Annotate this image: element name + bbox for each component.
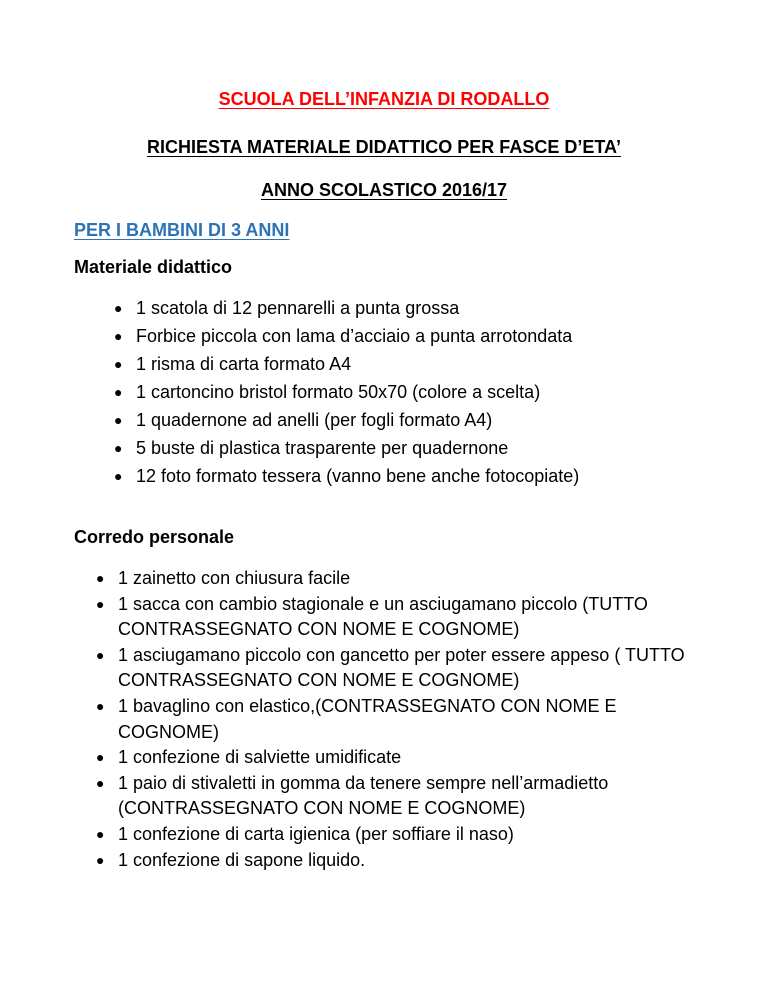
list-item xyxy=(92,822,722,848)
list-item xyxy=(92,694,722,745)
list-item-text: 1 cartoncino bristol formato 50x70 (colore a scelta) xyxy=(136,382,541,402)
list-item xyxy=(110,434,579,462)
bullet-icon: ● xyxy=(114,384,123,400)
list-item-text: 1 bavaglino con elastico,(CONTRASSEGNATO CON NOME E COGNOME) xyxy=(118,695,617,742)
list-item-text: 1 quadernone ad anelli (per fogli formato A4) xyxy=(136,410,493,430)
age-group-heading: PER I BAMBINI DI 3 ANNI xyxy=(74,220,290,240)
bullet-icon: ● xyxy=(96,646,105,663)
list-item-text: 1 zainetto con chiusura facile xyxy=(118,568,351,588)
list-item-text: 1 risma di carta formato A4 xyxy=(136,354,352,374)
list-item xyxy=(110,294,579,322)
list-item xyxy=(92,745,722,771)
bullet-icon: ● xyxy=(96,570,105,586)
list-item-text: Forbice piccola con lama d’acciaio a punta arrotondata xyxy=(136,326,573,346)
bullet-icon: ● xyxy=(114,468,123,484)
bullet-icon: ● xyxy=(114,300,123,316)
list-item-text: 1 scatola di 12 pennarelli a punta grossa xyxy=(136,298,460,318)
bullet-icon: ● xyxy=(114,412,123,428)
bullet-icon: ● xyxy=(96,697,105,714)
materiale-list xyxy=(110,294,579,490)
list-item-text: 1 sacca con cambio stagionale e un asciugamano piccolo (TUTTO CONTRASSEGNATO CON NOME E COGNOME) xyxy=(118,593,648,640)
corredo-heading: Corredo personale xyxy=(74,527,235,547)
list-item xyxy=(110,350,579,378)
list-item-text: 5 buste di plastica trasparente per quadernone xyxy=(136,438,509,458)
list-item xyxy=(92,643,722,694)
list-item xyxy=(92,566,722,592)
list-item xyxy=(110,462,579,490)
list-item xyxy=(110,406,579,434)
bullet-icon: ● xyxy=(96,851,105,868)
school-title: SCUOLA DELL’INFANZIA DI RODALLO xyxy=(218,89,550,109)
request-title: RICHIESTA MATERIALE DIDATTICO PER FASCE D’ETA’ xyxy=(146,137,621,157)
list-item-text: 1 paio di stivaletti in gomma da tenere sempre nell’armadietto (CONTRASSEGNATO CON NOME E COGNOME) xyxy=(118,772,609,819)
materiale-heading: Materiale didattico xyxy=(74,257,233,277)
list-item xyxy=(92,771,722,822)
list-item-text: 12 foto formato tessera (vanno bene anche fotocopiate) xyxy=(136,466,580,486)
list-item-text: 1 confezione di sapone liquido. xyxy=(118,849,366,870)
bullet-icon: ● xyxy=(114,440,123,456)
list-item xyxy=(92,848,722,874)
corredo-list xyxy=(92,566,722,873)
list-item-text: 1 confezione di salviette umidificate xyxy=(118,747,402,768)
bullet-icon: ● xyxy=(114,356,123,372)
bullet-icon: ● xyxy=(96,595,105,612)
bullet-icon: ● xyxy=(114,328,123,344)
bullet-icon: ● xyxy=(96,774,105,791)
list-item xyxy=(110,322,579,350)
list-item xyxy=(110,378,579,406)
list-item-text: 1 asciugamano piccolo con gancetto per poter essere appeso ( TUTTO CONTRASSEGNATO CON NOME E COGNOME) xyxy=(118,644,685,691)
list-item-text: 1 confezione di carta igienica (per soffiare il naso) xyxy=(118,823,514,844)
bullet-icon: ● xyxy=(96,749,105,766)
school-year-title: ANNO SCOLASTICO 2016/17 xyxy=(260,180,508,200)
list-item xyxy=(92,592,722,643)
bullet-icon: ● xyxy=(96,825,105,842)
